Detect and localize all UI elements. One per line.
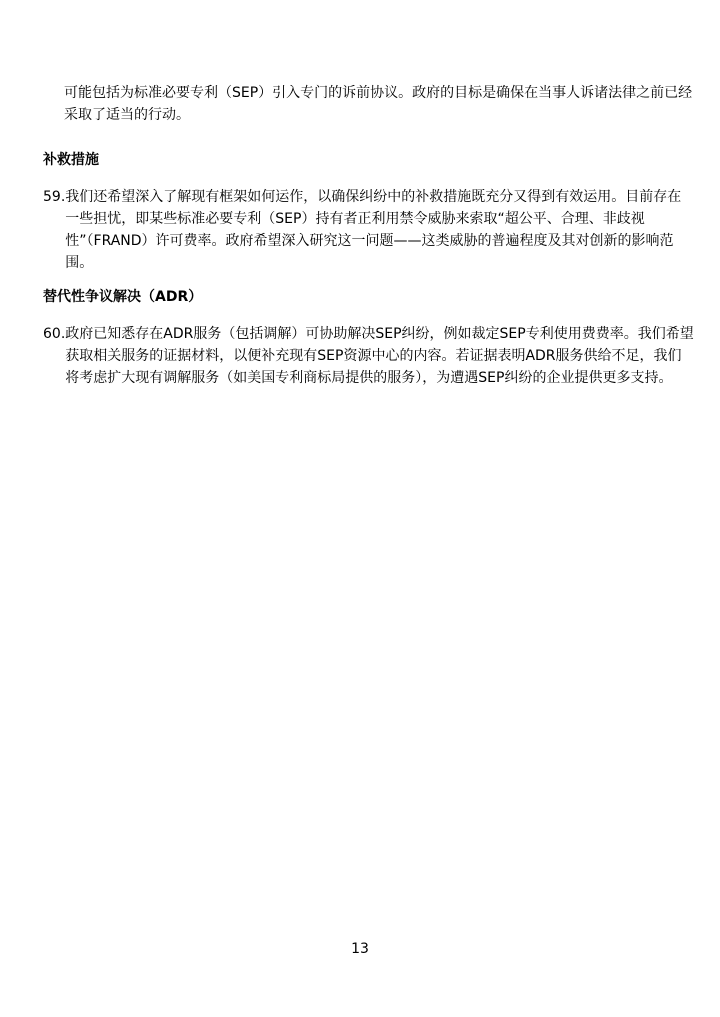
paragraph-text: 政府已知悉存在ADR服务（包括调解）可协助解决SEP纠纷，例如裁定SEP专利使用费费率。我们希望获取相关服务的证据材料，以便补充现有SEP资源中心的内容。若证据表明ADR服务供给不足，我们将考虑扩大现有调解服务（如美国专利商标局提供的服务），为遭遇SEP纠纷的企业提供更多支持。 (65, 326, 694, 386)
paragraph-59 (43, 186, 694, 274)
paragraph-number: 59. (43, 189, 66, 205)
section-heading-adr: 替代性争议解决（ADR） (43, 289, 203, 305)
paragraph-number: 60. (43, 326, 66, 342)
continued-paragraph: 可能包括为标准必要专利（SEP）引入专门的诉前协议。政府的目标是确保在当事人诉诸法律之前已经采取了适当的行动。 (64, 85, 693, 123)
paragraph-60 (43, 323, 694, 389)
paragraph-text: 我们还希望深入了解现有框架如何运作，以确保纠纷中的补救措施既充分又得到有效运用。目前存在一些担忧，即某些标准必要专利（SEP）持有者正利用禁令威胁来索取“超公平、合理、非歧视性”（FRAND）许可费率。政府希望深入研究这一问题——这类威胁的普遍程度及其对创新的影响范围。 (65, 189, 682, 271)
section-heading-remedies: 补救措施 (43, 152, 99, 168)
page-number: 13 (351, 941, 369, 957)
